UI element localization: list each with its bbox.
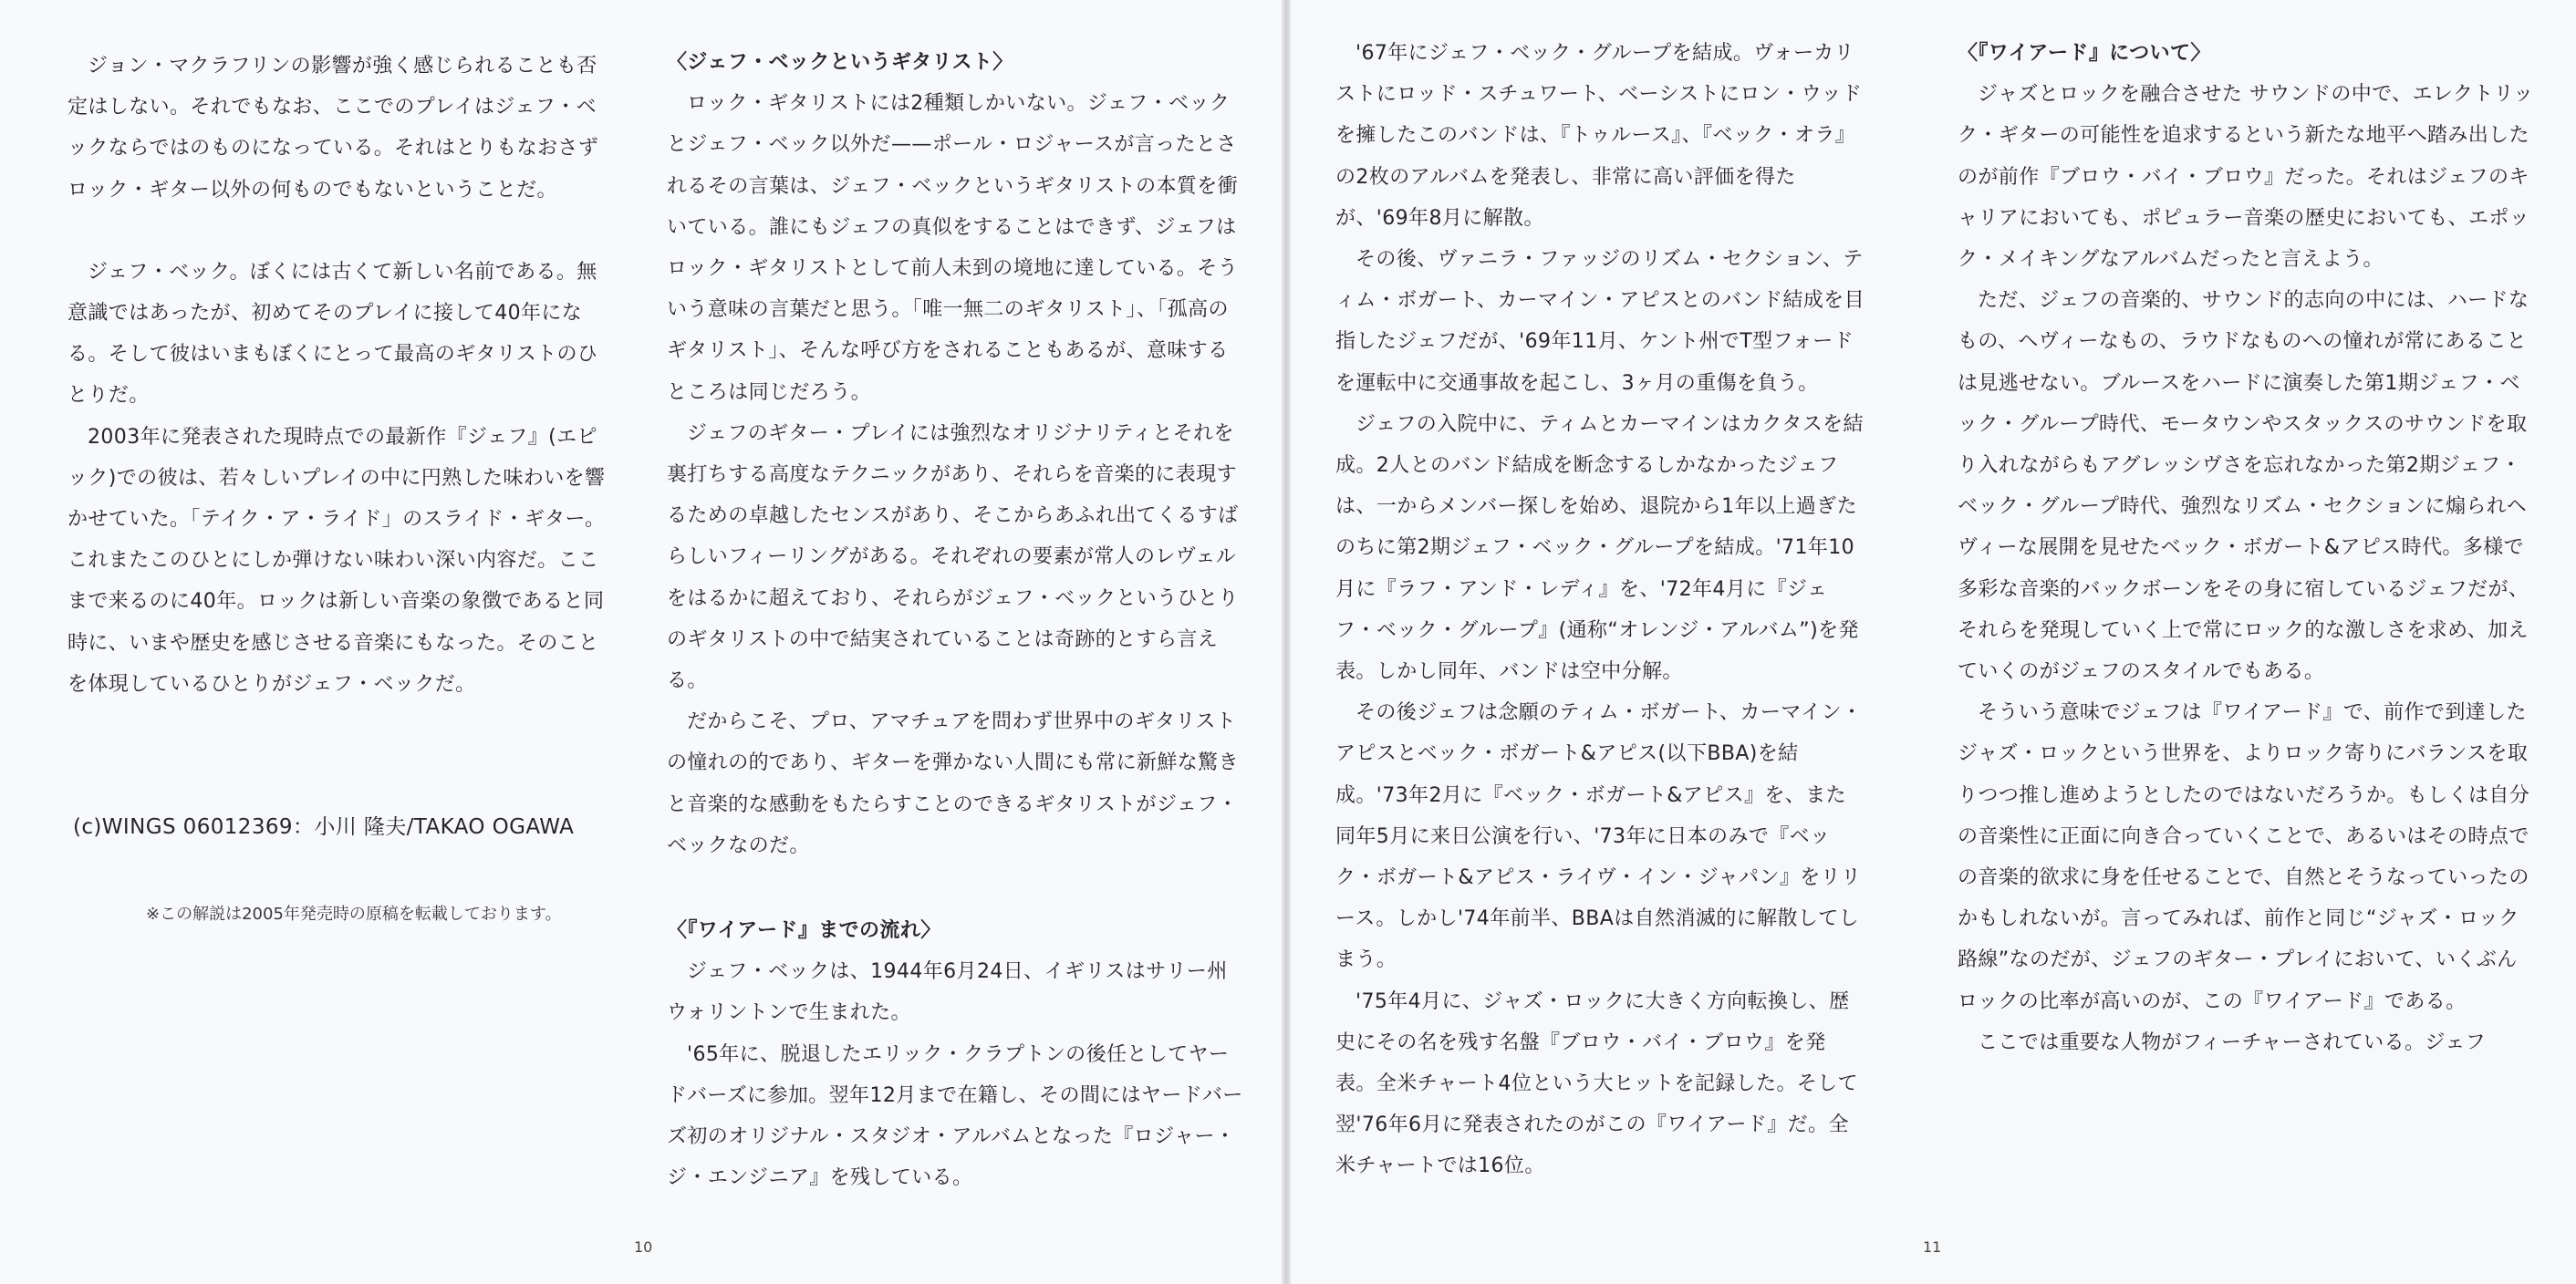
right-column-1: [1335, 33, 1866, 1187]
left-page: [0, 0, 1282, 1284]
book-gutter: [1282, 0, 1291, 1284]
reprint-note: ※この解説は2005年発売時の原稿を転載しております。: [146, 905, 562, 924]
paragraph: '75年4月に、ジャズ・ロックに大きく方向転換し、歴史にその名を残す名盤『ブロウ・バイ・ブロウ』を発表。全米チャート4位という大ヒットを記録した。そして翌'76年6月に発表されたのがこの『ワイアード』だ。全米チャートでは16位。: [1335, 989, 1859, 1178]
page-number: 10: [634, 1238, 653, 1256]
right-column-2: [1958, 33, 2534, 1063]
paragraph: その後ジェフは念願のティム・ボガート、カーマイン・アピスとベック・ボガート&アピス(以下BBA)を結成。'73年2月に『ベック・ボガート&アピス』を、また同年5月に来日公演を行い、'73年に日本のみで『ベック・ボガート&アピス・ライヴ・イン・ジャパン』をリリース。しかし'74年前半、BBAは自然消滅的に解散してしまう。: [1335, 701, 1863, 972]
paragraph: 2003年に発表された現時点での最新作『ジェフ』(エピック)での彼は、若々しいプレイの中に円熟した味わいを響かせていた。「テイク・ア・ライド」のスライド・ギター。これまたこのひとにしか弾けない味わい深い内容だ。ここまで来るのに40年。ロックは新しい音楽の象徴であると同時に、いまや歴史を感じさせる音楽にもなった。そのことを体現しているひとりがジェフ・ベックだ。: [68, 425, 606, 696]
section-heading: 〈『ワイアード』までの流れ〉: [667, 919, 941, 943]
paragraph: '65年に、脱退したエリック・クラプトンの後任としてヤードバーズに参加。翌年12月まで在籍し、その間にはヤードバーズ初のオリジナル・スタジオ・アルバムとなった『ロジャー・ジ・エンジニア』を残している。: [667, 1042, 1243, 1190]
paragraph: だからこそ、プロ、アマチュアを問わず世界中のギタリストの憧れの的であり、ギターを弾かない人間にも常に新鮮な驚きと音楽的な感動をもたらすことのできるギタリストがジェフ・ベックなのだ。: [667, 710, 1239, 857]
paragraph: '67年にジェフ・ベック・グループを結成。ヴォーカリストにロッド・スチュワート、ベーシストにロン・ウッドを擁したこのバンドは、『トゥルース』、『ベック・オラ』の2枚のアルバムを発表し、非常に高い評価を得たが、'69年8月に解散。: [1335, 42, 1863, 230]
paragraph: そういう意味でジェフは『ワイアード』で、前作で到達したジャズ・ロックという世界を、よりロック寄りにバランスを取りつつ推し進めようとしたのではないだろうか。もしくは自分の音楽性に正面に向き合っていくことで、あるいはその時点での音楽的欲求に身を任せることで、自然とそうなっていったのかもしれないが。言ってみれば、前作と同じ“ジャズ・ロック路線”なのだが、ジェフのギター・プレイにおいて、いくぶんロックの比率が高いのが、この『ワイアード』である。: [1958, 701, 2530, 1013]
paragraph: ロック・ギタリストには2種類しかいない。ジェフ・ベックとジェフ・ベック以外だ——ポール・ロジャースが言ったとされるその言葉は、ジェフ・ベックというギタリストの本質を衝いている。誰にもジェフの真似をすることはできず、ジェフはロック・ギタリストとして前人未到の境地に達している。そういう意味の言葉だと思う。「唯一無二のギタリスト」、「孤高のギタリスト」、そんな呼び方をされることもあるが、意味するところは同じだろう。: [667, 92, 1239, 404]
paragraph: ジェフの入院中に、ティムとカーマインはカクタスを結成。2人とのバンド結成を断念するしかなかったジェフは、一からメンバー探しを始め、退院から1年以上過ぎたのちに第2期ジェフ・ベック・グループを結成。'71年10月に『ラフ・アンド・レディ』を、'72年4月に『ジェフ・ベック・グループ』(通称“オレンジ・アルバム”)を発表。しかし同年、バンドは空中分解。: [1335, 412, 1864, 684]
section-heading: 〈『ワイアード』について〉: [1958, 42, 2211, 65]
paragraph: ジェフ・ベック。ぼくには古くて新しい名前である。無意識ではあったが、初めてそのプレイに接して40年になる。そして彼はいまもぼくにとって最高のギタリストのひとりだ。: [68, 260, 598, 408]
paragraph: ただ、ジェフの音楽的、サウンド的志向の中には、ハードなもの、ヘヴィーなもの、ラウドなものへの憧れが常にあることは見逃せない。ブルースをハードに演奏した第1期ジェフ・ベック・グループ時代、モータウンやスタックスのサウンドを取り入れながらもアグレッシヴさを忘れなかった第2期ジェフ・ベック・グループ時代、強烈なリズム・セクションに煽られヘヴィーな展開を見せたベック・ボガート&アピス時代。多様で多彩な音楽的バックボーンをその身に宿しているジェフだが、それらを発現していく上で常にロック的な激しさを求め、加えていくのがジェフのスタイルでもある。: [1958, 289, 2529, 684]
paragraph: ジェフ・ベックは、1944年6月24日、イギリスはサリー州ウォリントンで生まれた。: [667, 960, 1228, 1025]
left-column-2: [667, 42, 1243, 1198]
paragraph: その後、ヴァニラ・ファッジのリズム・セクション、ティム・ボガート、カーマイン・アピスとのバンド結成を目指したジェフだが、'69年11月、ケント州でT型フォードを運転中に交通事故を起こし、3ヶ月の重傷を負う。: [1335, 248, 1864, 395]
copyright-line: (c)WINGS 06012369：小川 隆夫/TAKAO OGAWA: [73, 815, 575, 839]
paragraph: ジェフのギター・プレイには強烈なオリジナリティとそれを裏打ちする高度なテクニックがあり、それらを音楽的に表現するための卓越したセンスがあり、そこからあふれ出てくるすばらしいフィーリングがある。それぞれの要素が常人のレヴェルをはるかに超えており、それらがジェフ・ベックというひとりのギタリストの中で結実されていることは奇跡的とすら言える。: [667, 421, 1239, 693]
page-number: 11: [1923, 1238, 1942, 1256]
section-heading: 〈ジェフ・ベックというギタリスト〉: [667, 51, 1013, 74]
paragraph: ジャズとロックを融合させた サウンドの中で、エレクトリック・ギターの可能性を追求するという新たな地平へ踏み出したのが前作『ブロウ・バイ・ブロウ』だった。それはジェフのキャリアにおいても、ポピュラー音楽の歴史においても、エポック・メイキングなアルバムだったと言えよう。: [1958, 83, 2534, 272]
left-column-1: [68, 46, 615, 705]
paragraph: ジョン・マクラフリンの影響が強く感じられることも否定はしない。それでもなお、ここでのプレイはジェフ・ベックならではのものになっている。それはとりもなおさずロック・ギター以外の何ものでもないということだ。: [68, 55, 599, 202]
paragraph: ここでは重要な人物がフィーチャーされている。ジェフ: [1978, 1030, 2487, 1054]
